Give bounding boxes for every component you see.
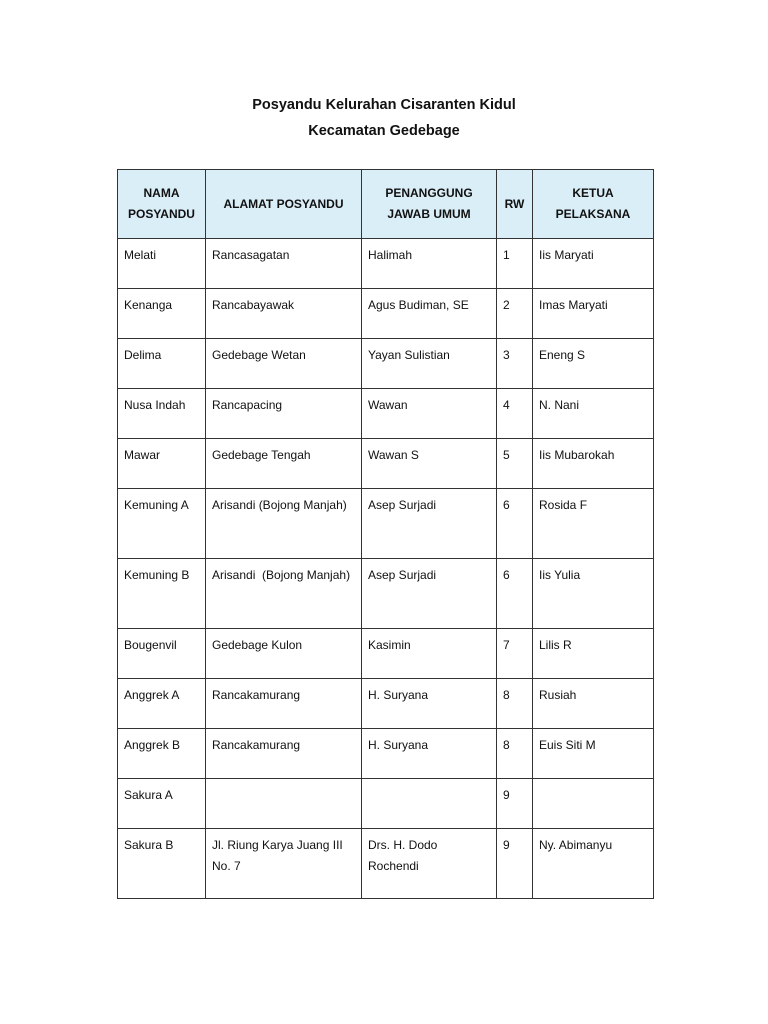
table-row bbox=[118, 289, 654, 339]
header-ketua-pelaksana: KETUA PELAKSANA bbox=[533, 170, 654, 239]
cell-penanggung: Wawan S bbox=[362, 439, 497, 489]
cell-rw: 7 bbox=[497, 629, 533, 679]
document-title bbox=[0, 92, 768, 144]
cell-ketua: Iis Yulia bbox=[533, 559, 654, 629]
cell-alamat: Gedebage Tengah bbox=[206, 439, 362, 489]
header-rw: RW bbox=[497, 170, 533, 239]
cell-nama: Sakura B bbox=[118, 829, 206, 899]
cell-nama: Bougenvil bbox=[118, 629, 206, 679]
cell-alamat bbox=[206, 779, 362, 829]
cell-alamat: Rancapacing bbox=[206, 389, 362, 439]
cell-alamat: Rancasagatan bbox=[206, 239, 362, 289]
cell-alamat: Jl. Riung Karya Juang III No. 7 bbox=[206, 829, 362, 899]
cell-penanggung: Kasimin bbox=[362, 629, 497, 679]
title-line-2: Kecamatan Gedebage bbox=[308, 123, 460, 139]
table-row bbox=[118, 729, 654, 779]
cell-penanggung: H. Suryana bbox=[362, 729, 497, 779]
cell-penanggung bbox=[362, 779, 497, 829]
cell-penanggung: Halimah bbox=[362, 239, 497, 289]
cell-rw: 8 bbox=[497, 679, 533, 729]
cell-ketua: Lilis R bbox=[533, 629, 654, 679]
table-header-row bbox=[118, 170, 654, 239]
cell-nama: Nusa Indah bbox=[118, 389, 206, 439]
cell-alamat: Gedebage Kulon bbox=[206, 629, 362, 679]
cell-alamat: Arisandi (Bojong Manjah) bbox=[206, 559, 362, 629]
cell-ketua: Eneng S bbox=[533, 339, 654, 389]
cell-penanggung: H. Suryana bbox=[362, 679, 497, 729]
cell-ketua: Rosida F bbox=[533, 489, 654, 559]
cell-rw: 5 bbox=[497, 439, 533, 489]
cell-rw: 8 bbox=[497, 729, 533, 779]
cell-ketua: Rusiah bbox=[533, 679, 654, 729]
cell-rw: 6 bbox=[497, 559, 533, 629]
cell-rw: 4 bbox=[497, 389, 533, 439]
cell-penanggung: Asep Surjadi bbox=[362, 489, 497, 559]
cell-nama: Kemuning A bbox=[118, 489, 206, 559]
cell-rw: 1 bbox=[497, 239, 533, 289]
header-penanggung-jawab: PENANGGUNG JAWAB UMUM bbox=[362, 170, 497, 239]
cell-rw: 2 bbox=[497, 289, 533, 339]
cell-penanggung: Wawan bbox=[362, 389, 497, 439]
cell-alamat: Rancakamurang bbox=[206, 729, 362, 779]
cell-ketua: Imas Maryati bbox=[533, 289, 654, 339]
cell-nama: Mawar bbox=[118, 439, 206, 489]
posyandu-table bbox=[117, 169, 654, 899]
cell-alamat: Gedebage Wetan bbox=[206, 339, 362, 389]
cell-ketua: N. Nani bbox=[533, 389, 654, 439]
cell-nama: Delima bbox=[118, 339, 206, 389]
header-nama-posyandu: NAMA POSYANDU bbox=[118, 170, 206, 239]
header-alamat-posyandu: ALAMAT POSYANDU bbox=[206, 170, 362, 239]
table-row bbox=[118, 339, 654, 389]
cell-ketua: Euis Siti M bbox=[533, 729, 654, 779]
cell-penanggung: Yayan Sulistian bbox=[362, 339, 497, 389]
table-row bbox=[118, 439, 654, 489]
cell-nama: Kemuning B bbox=[118, 559, 206, 629]
table-row bbox=[118, 829, 654, 899]
cell-alamat: Rancabayawak bbox=[206, 289, 362, 339]
table-row bbox=[118, 239, 654, 289]
cell-alamat: Rancakamurang bbox=[206, 679, 362, 729]
cell-ketua: Iis Mubarokah bbox=[533, 439, 654, 489]
cell-penanggung: Asep Surjadi bbox=[362, 559, 497, 629]
cell-rw: 3 bbox=[497, 339, 533, 389]
cell-ketua bbox=[533, 779, 654, 829]
cell-nama: Kenanga bbox=[118, 289, 206, 339]
cell-nama: Sakura A bbox=[118, 779, 206, 829]
cell-rw: 9 bbox=[497, 829, 533, 899]
cell-nama: Anggrek B bbox=[118, 729, 206, 779]
cell-penanggung: Drs. H. Dodo Rochendi bbox=[362, 829, 497, 899]
cell-penanggung: Agus Budiman, SE bbox=[362, 289, 497, 339]
cell-rw: 6 bbox=[497, 489, 533, 559]
cell-nama: Anggrek A bbox=[118, 679, 206, 729]
cell-nama: Melati bbox=[118, 239, 206, 289]
cell-ketua: Ny. Abimanyu bbox=[533, 829, 654, 899]
table-row bbox=[118, 629, 654, 679]
table-row bbox=[118, 779, 654, 829]
title-line-1: Posyandu Kelurahan Cisaranten Kidul bbox=[252, 97, 516, 113]
cell-alamat: Arisandi (Bojong Manjah) bbox=[206, 489, 362, 559]
table-row bbox=[118, 679, 654, 729]
cell-rw: 9 bbox=[497, 779, 533, 829]
table-row bbox=[118, 489, 654, 559]
cell-ketua: Iis Maryati bbox=[533, 239, 654, 289]
table-row bbox=[118, 389, 654, 439]
table-row bbox=[118, 559, 654, 629]
